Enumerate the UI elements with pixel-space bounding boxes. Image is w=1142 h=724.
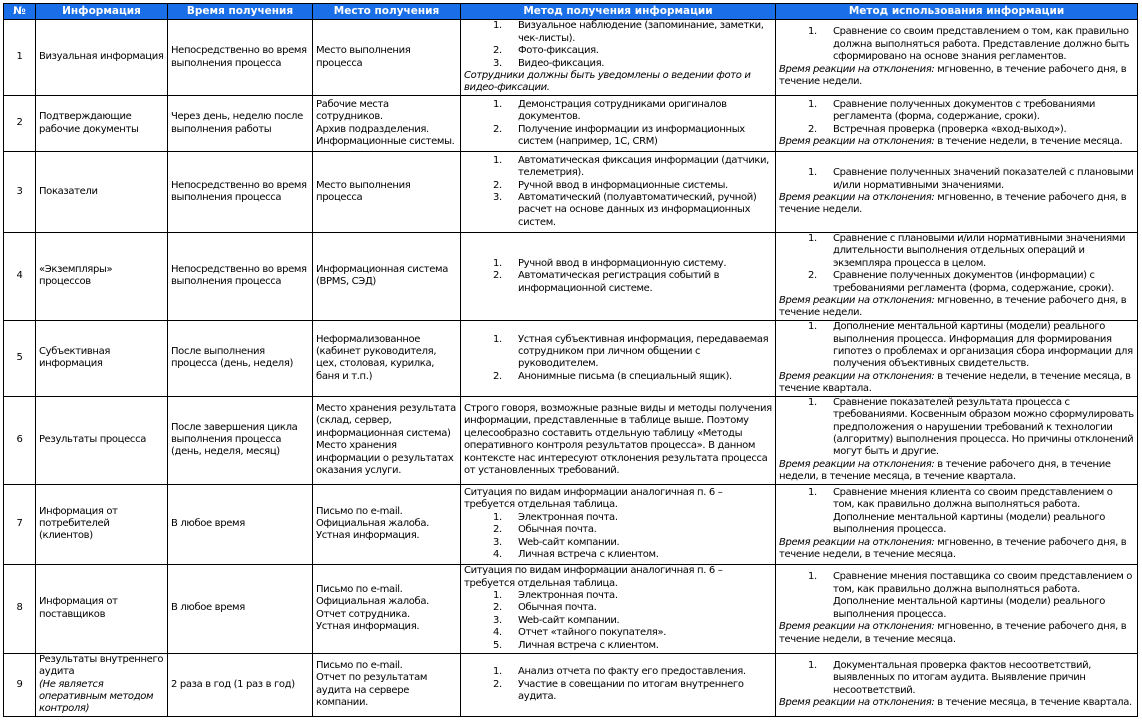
method-list bbox=[464, 155, 772, 229]
reaction-value: мгновенно, в течение рабочего дня, в течение недели. bbox=[779, 192, 1127, 216]
reaction-label: Время реакции на отклонения: bbox=[779, 135, 935, 147]
reaction-value: в течение рабочего дня, в течение недели, в течение месяца, в течение квартала. bbox=[779, 458, 1111, 483]
item-number: 1. bbox=[493, 333, 502, 345]
method-cell bbox=[461, 484, 776, 564]
item-number: 2. bbox=[493, 179, 502, 191]
item-number: 3. bbox=[493, 614, 502, 626]
method-item-text: Демонстрация сотрудниками оригиналов документов. bbox=[518, 98, 727, 123]
method-item-text: Обычная почта. bbox=[518, 524, 597, 536]
information-text: Визуальная информация bbox=[39, 51, 164, 63]
row-number: 5 bbox=[4, 320, 36, 396]
place-line: Устная информация. bbox=[316, 621, 420, 633]
reaction-value: мгновенно, в течение рабочего дня, в течение недели. bbox=[779, 63, 1127, 88]
time-cell: Через день, неделю после выполнения работы bbox=[168, 96, 313, 152]
item-number: 3. bbox=[493, 192, 502, 203]
table-row bbox=[4, 484, 1138, 564]
usage-cell bbox=[776, 396, 1138, 484]
reaction-value: мгновенно, в течение рабочего дня, в течение недели, в течение месяца. bbox=[779, 621, 1127, 645]
table-row bbox=[4, 396, 1138, 484]
information-cell bbox=[36, 233, 168, 321]
header-place: Место получения bbox=[313, 4, 461, 20]
time-cell: Непосредственно во время выполнения процесса bbox=[168, 20, 313, 96]
method-cell bbox=[461, 96, 776, 152]
item-number: 1. bbox=[493, 511, 502, 523]
item-number: 2. bbox=[493, 678, 502, 690]
reaction-value: в течение месяца, в течение квартала. bbox=[937, 697, 1132, 709]
usage-item bbox=[779, 571, 1134, 621]
reaction-label: Время реакции на отклонения: bbox=[779, 192, 935, 203]
usage-cell bbox=[776, 484, 1138, 564]
information-cell bbox=[36, 484, 168, 564]
item-number: 1. bbox=[493, 590, 502, 602]
method-item-text: Автоматическая регистрация событий в информационной системе. bbox=[518, 270, 720, 294]
usage-list bbox=[779, 26, 1134, 63]
time-cell: После выполнения процесса (день, неделя) bbox=[168, 320, 313, 396]
place-cell bbox=[313, 396, 461, 484]
reaction-value: в течение недели, в течение месяца, в течение квартала. bbox=[779, 370, 1131, 395]
usage-item bbox=[779, 167, 1134, 192]
method-item-text: Фото-фиксация. bbox=[518, 45, 599, 57]
item-number: 1. bbox=[808, 571, 817, 583]
usage-list bbox=[779, 660, 1134, 697]
reaction-time bbox=[779, 697, 1134, 709]
method-list bbox=[464, 666, 772, 703]
information-text: Результаты внутреннего аудита bbox=[39, 653, 164, 678]
information-cell bbox=[36, 152, 168, 233]
item-number: 5. bbox=[493, 639, 502, 651]
table-row bbox=[4, 564, 1138, 653]
method-item bbox=[464, 615, 772, 627]
method-item bbox=[464, 180, 772, 192]
method-item-text: Ручной ввод в информационную систему. bbox=[518, 257, 727, 269]
header-method: Метод получения информации bbox=[461, 4, 776, 20]
method-item bbox=[464, 58, 772, 70]
method-cell bbox=[461, 20, 776, 96]
method-item-text: Участие в совещании по итогам внутреннего аудита. bbox=[518, 678, 744, 702]
method-item-text: Электронная почта. bbox=[518, 511, 618, 523]
method-item bbox=[464, 155, 772, 180]
method-item bbox=[464, 602, 772, 614]
method-item-text: Обычная почта. bbox=[518, 602, 597, 614]
reaction-label: Время реакции на отклонения: bbox=[779, 458, 935, 470]
information-text: Подтверждающие рабочие документы bbox=[39, 111, 139, 135]
method-item bbox=[464, 524, 772, 536]
reaction-time bbox=[779, 621, 1134, 646]
reaction-time bbox=[779, 192, 1134, 217]
method-cell bbox=[461, 564, 776, 653]
usage-item-text: Дополнение ментальной картины (модели) реального выполнения процесса. Информация для формирования гипотез о проблемах и организация сбора информации для получения объективных свидетельств. bbox=[833, 321, 1133, 370]
method-item-text: Автоматический (полуавтоматический, ручной) расчет на основе данных из информационных систем. bbox=[518, 192, 757, 228]
usage-item-text: Сравнение показателей результата процесса с требованиями. Косвенным образом можно сформулировать предположения о нарушении требований к технологии (алгоритму) выполнения процесса. Но причины отклонений могут быть и другие. bbox=[833, 396, 1134, 458]
reaction-value: в течение недели, в течение месяца. bbox=[937, 135, 1123, 147]
row-number: 4 bbox=[4, 233, 36, 321]
item-number: 1. bbox=[493, 20, 502, 32]
item-number: 1. bbox=[808, 321, 817, 333]
item-number: 2. bbox=[493, 370, 502, 382]
place-line: Информационная система (BPMS, СЭД) bbox=[316, 264, 448, 288]
place-cell bbox=[313, 653, 461, 716]
place-line: Отчет сотрудника. bbox=[316, 608, 410, 620]
time-cell: После завершения цикла выполнения процесса (день, неделя, месяц) bbox=[168, 396, 313, 484]
method-item-text: Личная встреча с клиентом. bbox=[518, 639, 659, 651]
usage-item bbox=[779, 233, 1134, 270]
place-line: Информационные системы. bbox=[316, 135, 455, 147]
usage-item-text: Документальная проверка фактов несоответствий, выявленных по итогам аудита. Выявление причин несоответствий. bbox=[833, 659, 1092, 696]
method-cell bbox=[461, 152, 776, 233]
item-number: 4. bbox=[493, 627, 502, 639]
information-text: Результаты процесса bbox=[39, 434, 146, 446]
place-line: Письмо по e-mail. bbox=[316, 505, 403, 517]
reaction-time bbox=[779, 64, 1134, 89]
method-intro: Ситуация по видам информации аналогичная п. 6 – требуется отдельная таблица. bbox=[464, 486, 723, 511]
information-text: Информация от потребителей (клиентов) bbox=[39, 505, 118, 542]
row-number: 8 bbox=[4, 564, 36, 653]
usage-item-text: Сравнение мнения поставщика со своим представлением о том, как правильно должна выполняться работа. Дополнение ментальной картины (модели) реального выполнения процесса. bbox=[833, 571, 1132, 620]
method-item bbox=[464, 270, 772, 295]
item-number: 1. bbox=[808, 98, 817, 110]
method-item bbox=[464, 124, 772, 149]
place-cell bbox=[313, 484, 461, 564]
row-number: 9 bbox=[4, 653, 36, 716]
item-number: 2. bbox=[808, 123, 817, 135]
usage-cell bbox=[776, 20, 1138, 96]
method-item-text: Анализ отчета по факту его предоставления. bbox=[518, 666, 746, 678]
place-cell bbox=[313, 564, 461, 653]
item-number: 4. bbox=[493, 549, 502, 560]
header-time: Время получения bbox=[168, 4, 313, 20]
method-item bbox=[464, 549, 772, 561]
method-item bbox=[464, 512, 772, 524]
usage-cell bbox=[776, 96, 1138, 152]
information-text: Субъективная информация bbox=[39, 345, 111, 370]
method-item bbox=[464, 258, 772, 270]
place-line: Рабочие места сотрудников. bbox=[316, 98, 389, 123]
table-header-row bbox=[4, 4, 1138, 20]
place-cell bbox=[313, 20, 461, 96]
place-line: Устная информация. bbox=[316, 530, 420, 542]
time-cell: Непосредственно во время выполнения процесса bbox=[168, 233, 313, 321]
item-number: 1. bbox=[493, 666, 502, 678]
place-line: Письмо по e-mail. bbox=[316, 583, 403, 595]
information-cell bbox=[36, 564, 168, 653]
method-list bbox=[464, 258, 772, 295]
usage-item bbox=[779, 397, 1134, 459]
method-item bbox=[464, 20, 772, 45]
item-number: 1. bbox=[493, 154, 502, 166]
usage-cell bbox=[776, 233, 1138, 321]
place-line: Место выполнения процесса bbox=[316, 179, 411, 203]
method-item bbox=[464, 99, 772, 124]
header-usage: Метод использования информации bbox=[776, 4, 1138, 20]
time-cell: Непосредственно во время выполнения процесса bbox=[168, 152, 313, 233]
usage-item-text: Сравнение полученных документов (информации) с требованиями регламента (форма, содержание, сроки). bbox=[833, 270, 1114, 294]
method-item bbox=[464, 537, 772, 549]
row-number: 2 bbox=[4, 96, 36, 152]
usage-item bbox=[779, 660, 1134, 697]
method-item bbox=[464, 45, 772, 57]
place-line: Архив подразделения. bbox=[316, 123, 429, 135]
reaction-label: Время реакции на отклонения: bbox=[779, 697, 935, 709]
item-number: 2. bbox=[493, 45, 502, 57]
item-number: 2. bbox=[493, 270, 502, 282]
reaction-label: Время реакции на отклонения: bbox=[779, 63, 935, 75]
time-cell: В любое время bbox=[168, 564, 313, 653]
item-number: 3. bbox=[493, 57, 502, 69]
usage-list bbox=[779, 233, 1134, 295]
method-note: Сотрудники должны быть уведомлены о ведении фото и видео-фиксации. bbox=[464, 69, 751, 94]
table-body bbox=[4, 20, 1138, 717]
usage-cell bbox=[776, 320, 1138, 396]
usage-list bbox=[779, 397, 1134, 459]
table-row bbox=[4, 233, 1138, 321]
method-item-text: Автоматическая фиксация информации (датчики, телеметрия). bbox=[518, 154, 770, 179]
item-number: 1. bbox=[493, 257, 502, 269]
usage-item-text: Сравнение полученных документов с требованиями регламента (форма, содержание, сроки). bbox=[833, 98, 1096, 123]
item-number: 3. bbox=[493, 536, 502, 548]
method-list bbox=[464, 20, 772, 70]
method-list bbox=[464, 334, 772, 384]
place-line: Официальная жалоба. bbox=[316, 596, 429, 608]
reaction-time bbox=[779, 537, 1134, 562]
row-number: 3 bbox=[4, 152, 36, 233]
information-cell bbox=[36, 20, 168, 96]
place-line: Официальная жалоба. bbox=[316, 517, 429, 529]
method-item-text: Ручной ввод в информационные системы. bbox=[518, 179, 728, 191]
reaction-time bbox=[779, 295, 1134, 320]
usage-list bbox=[779, 487, 1134, 537]
table-row bbox=[4, 320, 1138, 396]
usage-item-text: Встречная проверка (проверка «вход-выход»). bbox=[833, 123, 1067, 135]
method-item bbox=[464, 192, 772, 229]
place-line: Неформализованное (кабинет руководителя, цех, столовая, курилка, баня и т.п.) bbox=[316, 333, 437, 382]
method-item bbox=[464, 666, 772, 678]
reaction-label: Время реакции на отклонения: bbox=[779, 621, 935, 633]
usage-item bbox=[779, 26, 1134, 63]
usage-list bbox=[779, 99, 1134, 136]
usage-cell bbox=[776, 152, 1138, 233]
reaction-label: Время реакции на отклонения: bbox=[779, 295, 935, 307]
usage-item bbox=[779, 99, 1134, 124]
information-text: Информация от поставщиков bbox=[39, 596, 118, 620]
usage-list bbox=[779, 321, 1134, 371]
place-cell bbox=[313, 96, 461, 152]
item-number: 2. bbox=[493, 602, 502, 614]
reaction-label: Время реакции на отклонения: bbox=[779, 536, 935, 548]
usage-item bbox=[779, 487, 1134, 537]
place-line: Письмо по e-mail. bbox=[316, 659, 403, 671]
place-cell bbox=[313, 320, 461, 396]
reaction-time bbox=[779, 371, 1134, 396]
method-item bbox=[464, 679, 772, 704]
information-methods-table bbox=[3, 3, 1138, 717]
method-item-text: Web-сайт компании. bbox=[518, 614, 620, 626]
item-number: 1. bbox=[808, 396, 817, 408]
usage-item-text: Сравнение со своим представлением о том, как правильно должна выполняться работа. Представление должно быть сформировано на основе знания регламентов. bbox=[833, 26, 1130, 63]
usage-item bbox=[779, 270, 1134, 295]
place-cell bbox=[313, 233, 461, 321]
method-list bbox=[464, 99, 772, 149]
time-cell: 2 раза в год (1 раз в год) bbox=[168, 653, 313, 716]
row-number: 1 bbox=[4, 20, 36, 96]
method-list bbox=[464, 512, 772, 562]
table-row bbox=[4, 653, 1138, 716]
information-text: Показатели bbox=[39, 185, 98, 197]
method-item-text: Получение информации из информационных систем (например, 1С, CRM) bbox=[518, 123, 745, 147]
header-information: Информация bbox=[36, 4, 168, 20]
row-number: 7 bbox=[4, 484, 36, 564]
usage-list bbox=[779, 571, 1134, 621]
method-item bbox=[464, 627, 772, 639]
reaction-time bbox=[779, 136, 1134, 148]
reaction-value: мгновенно, в течение рабочего дня, в течение недели, в течение месяца. bbox=[779, 536, 1127, 560]
place-line: Отчет по результатам аудита на сервере компании. bbox=[316, 672, 428, 709]
reaction-time bbox=[779, 459, 1134, 484]
row-number: 6 bbox=[4, 396, 36, 484]
method-item-text: Электронная почта. bbox=[518, 590, 618, 602]
item-number: 1. bbox=[808, 486, 817, 498]
item-number: 2. bbox=[493, 123, 502, 135]
method-cell bbox=[461, 233, 776, 321]
method-item bbox=[464, 334, 772, 371]
information-cell bbox=[36, 320, 168, 396]
method-item-text: Видео-фиксация. bbox=[518, 57, 605, 69]
information-note: (Не является оперативным методом контроля) bbox=[39, 678, 154, 715]
information-cell bbox=[36, 396, 168, 484]
item-number: 1. bbox=[808, 167, 817, 179]
place-cell bbox=[313, 152, 461, 233]
method-intro: Ситуация по видам информации аналогичная п. 6 – требуется отдельная таблица. bbox=[464, 565, 723, 589]
usage-cell bbox=[776, 564, 1138, 653]
item-number: 1. bbox=[493, 98, 502, 110]
item-number: 2. bbox=[808, 270, 817, 282]
method-item-text: Отчет «тайного покупателя». bbox=[518, 627, 667, 639]
usage-cell bbox=[776, 653, 1138, 716]
information-cell bbox=[36, 653, 168, 716]
table-row bbox=[4, 152, 1138, 233]
reaction-value: мгновенно, в течение рабочего дня, в течение недели. bbox=[779, 295, 1127, 319]
method-intro: Строго говоря, возможные разные виды и методы получения информации, представленные в таблице выше. Поэтому целесообразно составить отдельную таблицу «Методы оперативного контроля результатов процесса». В данном контексте нас интересуют отклонения результата процесса от установленных требований. bbox=[464, 403, 772, 477]
method-cell bbox=[461, 653, 776, 716]
header-number: № bbox=[4, 4, 36, 20]
table-row bbox=[4, 20, 1138, 96]
item-number: 1. bbox=[808, 233, 817, 244]
usage-item-text: Сравнение с плановыми и/или нормативными значениями длительности выполнения отдельных операций и экземпляра процесса в целом. bbox=[833, 233, 1126, 269]
method-cell bbox=[461, 396, 776, 484]
reaction-label: Время реакции на отклонения: bbox=[779, 370, 935, 382]
table-row bbox=[4, 96, 1138, 152]
place-line: Место хранения результата (склад, сервер, информационная система) bbox=[316, 403, 456, 439]
method-item-text: Анонимные письма (в специальный ящик). bbox=[518, 370, 732, 382]
item-number: 2. bbox=[493, 524, 502, 536]
method-item-text: Визуальное наблюдение (запоминание, заметки, чек-листы). bbox=[518, 20, 764, 44]
method-item-text: Устная субъективная информация, передаваемая сотрудником при личном общении с руководителем. bbox=[518, 333, 769, 370]
method-item bbox=[464, 590, 772, 602]
method-item bbox=[464, 640, 772, 652]
usage-list bbox=[779, 167, 1134, 192]
information-text: «Экземпляры» процессов bbox=[39, 264, 113, 288]
item-number: 1. bbox=[808, 659, 817, 671]
usage-item-text: Сравнение полученных значений показателей с плановыми и/или нормативными значениями. bbox=[833, 167, 1134, 191]
place-line: Место хранения информации о результатах оказания услуги. bbox=[316, 440, 454, 477]
method-list bbox=[464, 590, 772, 652]
usage-item bbox=[779, 321, 1134, 371]
item-number: 1. bbox=[808, 26, 817, 38]
method-item-text: Личная встреча с клиентом. bbox=[518, 549, 659, 560]
usage-item bbox=[779, 124, 1134, 136]
information-cell bbox=[36, 96, 168, 152]
method-item bbox=[464, 371, 772, 383]
usage-item-text: Сравнение мнения клиента со своим представлением о том, как правильно должна выполняться работа. Дополнение ментальной картины (модели) реального выполнения процесса. bbox=[833, 486, 1113, 536]
time-cell: В любое время bbox=[168, 484, 313, 564]
place-line: Место выполнения процесса bbox=[316, 45, 411, 69]
method-item-text: Web-сайт компании. bbox=[518, 536, 620, 548]
method-cell bbox=[461, 320, 776, 396]
